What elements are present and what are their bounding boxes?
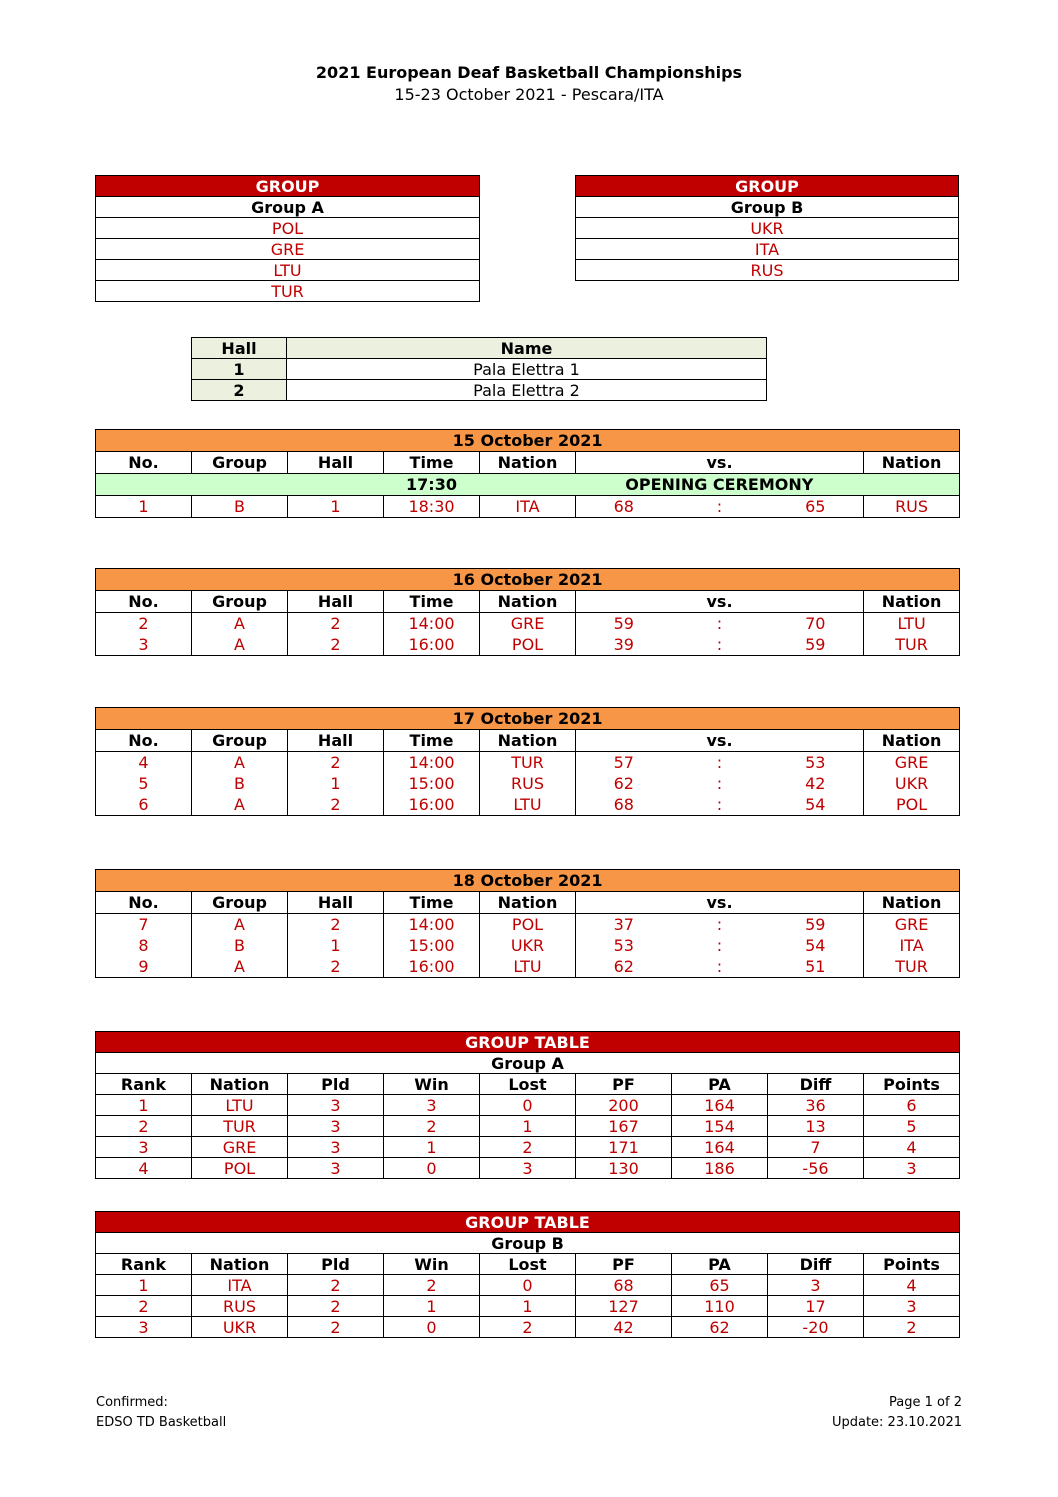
group-b-name: Group B [576, 197, 959, 218]
group-b-label: GROUP [576, 176, 959, 197]
cell-diff: 3 [768, 1275, 864, 1296]
cell-rank: 1 [96, 1275, 192, 1296]
game-score-sep: : [716, 753, 723, 772]
cell-diff: 36 [768, 1095, 864, 1116]
cell-nation: LTU [192, 1095, 288, 1116]
cell-pf: 167 [576, 1116, 672, 1137]
col-win: Win [384, 1254, 480, 1275]
group-b-team: ITA [576, 239, 959, 260]
cell-nation: ITA [192, 1275, 288, 1296]
game-away: ITA [864, 935, 960, 956]
group-a-box [95, 175, 480, 302]
cell-pa: 164 [672, 1095, 768, 1116]
cell-rank: 3 [96, 1317, 192, 1338]
game-score-home: 68 [576, 496, 672, 518]
game-score-home: 62 [576, 773, 672, 794]
standings-group-name: Group A [96, 1053, 960, 1074]
col-lost: Lost [480, 1074, 576, 1095]
cell-points: 2 [864, 1317, 960, 1338]
group-a-team: LTU [96, 260, 480, 281]
game-score-home: 53 [576, 935, 672, 956]
ceremony-label: OPENING CEREMONY [480, 474, 960, 496]
cell-pf: 127 [576, 1296, 672, 1317]
footer-confirmed: Confirmed: [96, 1395, 168, 1410]
col-nation: Nation [480, 591, 576, 613]
game-hall: 2 [288, 634, 384, 656]
game-hall: 2 [288, 914, 384, 936]
game-home: RUS [480, 773, 576, 794]
group-a-name: Group A [96, 197, 480, 218]
cell-pa: 65 [672, 1275, 768, 1296]
cell-win: 1 [384, 1137, 480, 1158]
game-group: B [192, 773, 288, 794]
game-row [96, 935, 960, 956]
game-no: 7 [96, 914, 192, 936]
halls-col-name: Name [287, 338, 767, 359]
game-away: UKR [864, 773, 960, 794]
game-group: A [192, 752, 288, 774]
game-no: 1 [96, 496, 192, 518]
col-diff: Diff [768, 1254, 864, 1275]
col-win: Win [384, 1074, 480, 1095]
col-no: No. [96, 591, 192, 613]
col-hall: Hall [288, 730, 384, 752]
standings-row [96, 1116, 960, 1137]
footer-right [832, 1393, 962, 1433]
cell-win: 3 [384, 1095, 480, 1116]
cell-pld: 3 [288, 1095, 384, 1116]
col-group: Group [192, 730, 288, 752]
game-time: 14:00 [384, 914, 480, 936]
cell-nation: GRE [192, 1137, 288, 1158]
cell-points: 4 [864, 1275, 960, 1296]
game-no: 8 [96, 935, 192, 956]
cell-win: 1 [384, 1296, 480, 1317]
footer-page: Page 1 of 2 [889, 1395, 962, 1410]
col-pa: PA [672, 1254, 768, 1275]
cell-points: 3 [864, 1296, 960, 1317]
col-points: Points [864, 1074, 960, 1095]
game-score-home: 59 [576, 613, 672, 635]
game-group: B [192, 935, 288, 956]
group-b-box [575, 175, 959, 281]
halls-col-hall: Hall [192, 338, 287, 359]
cell-win: 2 [384, 1116, 480, 1137]
game-row [96, 634, 960, 656]
group-a-team: POL [96, 218, 480, 239]
cell-pld: 3 [288, 1158, 384, 1179]
game-no: 6 [96, 794, 192, 816]
cell-diff: -20 [768, 1317, 864, 1338]
cell-diff: -56 [768, 1158, 864, 1179]
standings-row [96, 1095, 960, 1116]
day-date: 17 October 2021 [96, 708, 960, 730]
day-date: 16 October 2021 [96, 569, 960, 591]
game-no: 5 [96, 773, 192, 794]
schedule-day-15-october [95, 429, 960, 518]
col-diff: Diff [768, 1074, 864, 1095]
ceremony-blank [96, 474, 384, 496]
cell-rank: 2 [96, 1296, 192, 1317]
game-home: LTU [480, 956, 576, 978]
cell-rank: 2 [96, 1116, 192, 1137]
cell-lost: 3 [480, 1158, 576, 1179]
game-score-away: 54 [768, 794, 864, 816]
game-score-away: 53 [768, 752, 864, 774]
game-group: A [192, 794, 288, 816]
cell-points: 5 [864, 1116, 960, 1137]
game-group: A [192, 914, 288, 936]
col-hall: Hall [288, 452, 384, 474]
hall-name: Pala Elettra 1 [287, 359, 767, 380]
cell-rank: 4 [96, 1158, 192, 1179]
col-hall: Hall [288, 591, 384, 613]
game-row [96, 794, 960, 816]
game-score-away: 51 [768, 956, 864, 978]
schedule-day-18-october [95, 869, 960, 978]
hall-name: Pala Elettra 2 [287, 380, 767, 401]
cell-lost: 0 [480, 1275, 576, 1296]
game-score-away: 59 [768, 914, 864, 936]
hall-number: 2 [192, 380, 287, 401]
cell-pld: 2 [288, 1296, 384, 1317]
cell-lost: 1 [480, 1116, 576, 1137]
col-group: Group [192, 452, 288, 474]
game-home: ITA [480, 496, 576, 518]
cell-lost: 2 [480, 1317, 576, 1338]
footer-org: EDSO TD Basketball [96, 1415, 227, 1430]
game-row [96, 956, 960, 978]
game-hall: 2 [288, 613, 384, 635]
group-a-team: TUR [96, 281, 480, 302]
game-home: GRE [480, 613, 576, 635]
col-vs: vs. [576, 892, 864, 914]
halls-table [191, 337, 767, 401]
cell-pf: 42 [576, 1317, 672, 1338]
cell-win: 0 [384, 1158, 480, 1179]
cell-pa: 154 [672, 1116, 768, 1137]
col-time: Time [384, 591, 480, 613]
standings-group-name: Group B [96, 1233, 960, 1254]
day-date: 15 October 2021 [96, 430, 960, 452]
cell-diff: 17 [768, 1296, 864, 1317]
group-a-label: GROUP [96, 176, 480, 197]
game-score-sep: : [672, 496, 768, 518]
standings-row [96, 1137, 960, 1158]
game-score-sep: : [716, 774, 723, 793]
standings-row [96, 1275, 960, 1296]
document-title: 2021 European Deaf Basketball Championships [315, 63, 743, 82]
game-score-sep: : [672, 634, 768, 656]
game-hall: 2 [288, 752, 384, 774]
game-time: 14:00 [384, 613, 480, 635]
game-time: 16:00 [384, 794, 480, 816]
game-no: 4 [96, 752, 192, 774]
cell-pld: 2 [288, 1275, 384, 1296]
footer-left [96, 1393, 226, 1433]
game-group: A [192, 956, 288, 978]
game-score-away: 54 [768, 935, 864, 956]
standings-row [96, 1317, 960, 1338]
cell-diff: 13 [768, 1116, 864, 1137]
col-nation-away: Nation [864, 452, 960, 474]
cell-pld: 2 [288, 1317, 384, 1338]
col-nation: Nation [480, 452, 576, 474]
cell-points: 6 [864, 1095, 960, 1116]
game-row [96, 914, 960, 936]
col-no: No. [96, 452, 192, 474]
standings-title: GROUP TABLE [96, 1212, 960, 1233]
cell-pf: 68 [576, 1275, 672, 1296]
game-score-home: 57 [576, 752, 672, 774]
standings-group-a [95, 1031, 960, 1179]
group-a-team: GRE [96, 239, 480, 260]
col-nation: Nation [480, 730, 576, 752]
col-rank: Rank [96, 1074, 192, 1095]
game-score-home: 68 [576, 794, 672, 816]
cell-nation: UKR [192, 1317, 288, 1338]
game-score-home: 37 [576, 914, 672, 936]
cell-pld: 3 [288, 1116, 384, 1137]
cell-pld: 3 [288, 1137, 384, 1158]
game-score-away: 70 [768, 613, 864, 635]
cell-pa: 186 [672, 1158, 768, 1179]
col-vs: vs. [576, 591, 864, 613]
game-time: 15:00 [384, 773, 480, 794]
col-pa: PA [672, 1074, 768, 1095]
game-score-sep: : [716, 936, 723, 955]
schedule-day-16-october [95, 568, 960, 656]
ceremony-time: 17:30 [384, 474, 480, 496]
cell-pa: 110 [672, 1296, 768, 1317]
cell-points: 4 [864, 1137, 960, 1158]
game-time: 16:00 [384, 956, 480, 978]
cell-pa: 62 [672, 1317, 768, 1338]
hall-number: 1 [192, 359, 287, 380]
game-score-sep: : [716, 614, 723, 633]
game-time: 14:00 [384, 752, 480, 774]
game-time: 16:00 [384, 634, 480, 656]
game-away: GRE [864, 914, 960, 936]
col-group: Group [192, 892, 288, 914]
game-away: TUR [864, 956, 960, 978]
cell-nation: RUS [192, 1296, 288, 1317]
col-no: No. [96, 730, 192, 752]
game-score-away: 42 [768, 773, 864, 794]
game-home: LTU [480, 794, 576, 816]
cell-diff: 7 [768, 1137, 864, 1158]
game-row [96, 773, 960, 794]
col-pf: PF [576, 1074, 672, 1095]
col-pld: Pld [288, 1074, 384, 1095]
game-away: RUS [864, 496, 960, 518]
cell-win: 0 [384, 1317, 480, 1338]
col-lost: Lost [480, 1254, 576, 1275]
col-nation: Nation [192, 1254, 288, 1275]
col-nation: Nation [480, 892, 576, 914]
cell-pa: 164 [672, 1137, 768, 1158]
game-score-home: 62 [576, 956, 672, 978]
game-home: TUR [480, 752, 576, 774]
cell-pf: 171 [576, 1137, 672, 1158]
cell-nation: POL [192, 1158, 288, 1179]
game-score-sep: : [672, 956, 768, 978]
standings-row [96, 1158, 960, 1179]
cell-lost: 1 [480, 1296, 576, 1317]
game-away: LTU [864, 613, 960, 635]
col-time: Time [384, 730, 480, 752]
col-nation: Nation [192, 1074, 288, 1095]
cell-nation: TUR [192, 1116, 288, 1137]
game-row [96, 752, 960, 774]
game-hall: 1 [288, 935, 384, 956]
cell-rank: 3 [96, 1137, 192, 1158]
cell-win: 2 [384, 1275, 480, 1296]
game-hall: 2 [288, 794, 384, 816]
game-no: 2 [96, 613, 192, 635]
game-group: B [192, 496, 288, 518]
cell-pf: 130 [576, 1158, 672, 1179]
standings-title: GROUP TABLE [96, 1032, 960, 1053]
col-rank: Rank [96, 1254, 192, 1275]
col-time: Time [384, 892, 480, 914]
game-away: GRE [864, 752, 960, 774]
game-away: POL [864, 794, 960, 816]
game-row [96, 613, 960, 635]
game-row [96, 496, 960, 518]
col-vs: vs. [576, 730, 864, 752]
game-hall: 2 [288, 956, 384, 978]
game-score-away: 65 [768, 496, 864, 518]
standings-row [96, 1296, 960, 1317]
game-hall: 1 [288, 773, 384, 794]
cell-points: 3 [864, 1158, 960, 1179]
game-home: POL [480, 914, 576, 936]
col-hall: Hall [288, 892, 384, 914]
col-group: Group [192, 591, 288, 613]
col-vs: vs. [576, 452, 864, 474]
game-hall: 1 [288, 496, 384, 518]
cell-rank: 1 [96, 1095, 192, 1116]
group-b-team: RUS [576, 260, 959, 281]
col-nation-away: Nation [864, 591, 960, 613]
document-subtitle: 15-23 October 2021 - Pescara/ITA [394, 85, 664, 104]
col-nation-away: Nation [864, 892, 960, 914]
game-home: POL [480, 634, 576, 656]
game-score-home: 39 [576, 634, 672, 656]
col-pf: PF [576, 1254, 672, 1275]
col-pld: Pld [288, 1254, 384, 1275]
game-time: 18:30 [384, 496, 480, 518]
group-b-team: UKR [576, 218, 959, 239]
game-home: UKR [480, 935, 576, 956]
game-score-sep: : [716, 915, 723, 934]
cell-lost: 0 [480, 1095, 576, 1116]
col-time: Time [384, 452, 480, 474]
col-no: No. [96, 892, 192, 914]
game-score-sep: : [672, 794, 768, 816]
game-no: 9 [96, 956, 192, 978]
col-nation-away: Nation [864, 730, 960, 752]
game-away: TUR [864, 634, 960, 656]
game-no: 3 [96, 634, 192, 656]
cell-pf: 200 [576, 1095, 672, 1116]
cell-lost: 2 [480, 1137, 576, 1158]
game-time: 15:00 [384, 935, 480, 956]
game-group: A [192, 613, 288, 635]
standings-group-b [95, 1211, 960, 1338]
document-header [0, 62, 1058, 106]
game-score-away: 59 [768, 634, 864, 656]
schedule-day-17-october [95, 707, 960, 816]
day-date: 18 October 2021 [96, 870, 960, 892]
col-points: Points [864, 1254, 960, 1275]
game-group: A [192, 634, 288, 656]
footer-update: Update: 23.10.2021 [831, 1415, 962, 1430]
